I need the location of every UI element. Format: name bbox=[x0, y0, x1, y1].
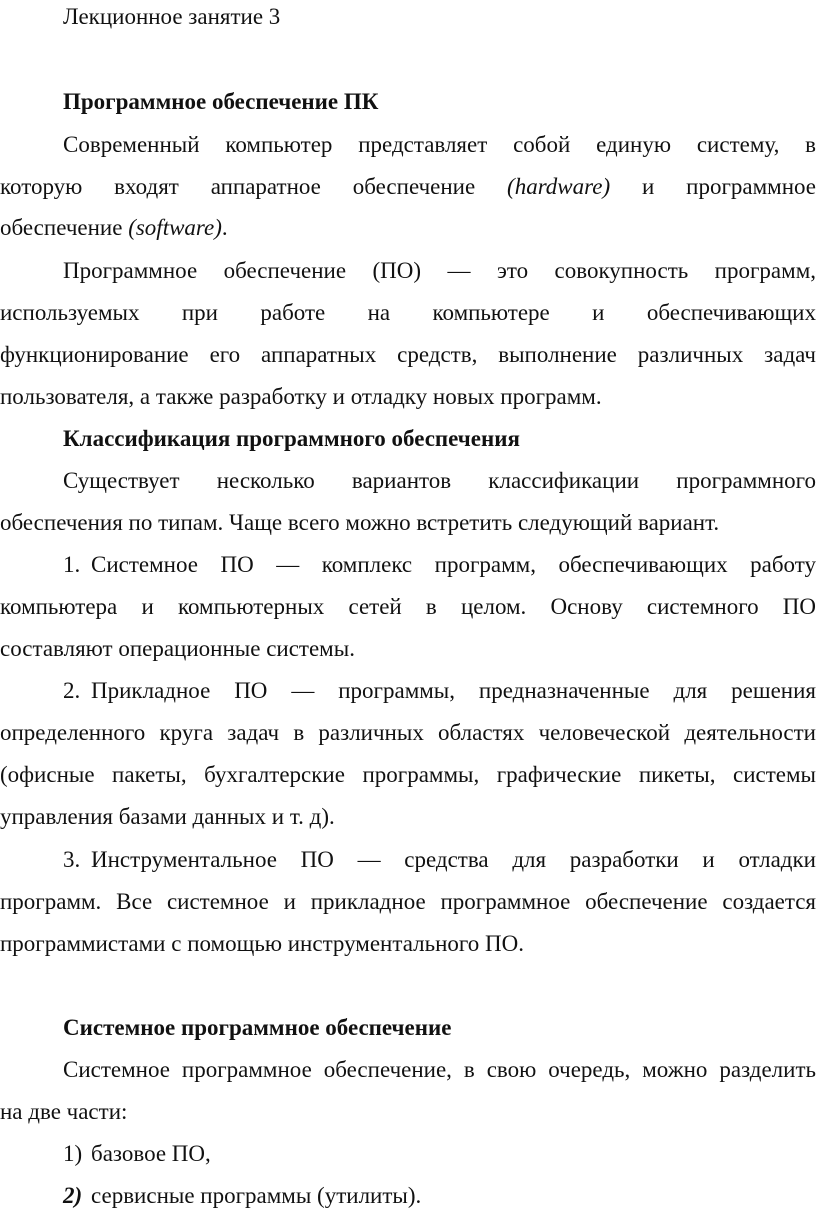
list1-item-2-line-4: управления базами данных и т. д). bbox=[0, 804, 335, 829]
p4-line-2: на две части: bbox=[0, 1099, 128, 1124]
p2-line-2: используемых при работе на компьютере и обеспечивающих bbox=[0, 300, 816, 325]
p1-line-2-text-a: которую входят аппаратное обеспечение bbox=[0, 174, 476, 199]
p4-line-1: Системное программное обеспечение, в свою очередь, можно разделить bbox=[63, 1057, 816, 1082]
heading-system: Системное программное обеспечение bbox=[63, 1015, 452, 1040]
p2-line-1: Программное обеспечение (ПО) — это совокупность программ, bbox=[63, 258, 816, 283]
p1-line-3-text-b: . bbox=[221, 215, 228, 240]
list1-item-3-line-1 bbox=[63, 845, 816, 875]
list1-number-2: 2. bbox=[63, 678, 81, 703]
p3-line-1: Существует несколько вариантов классификации программного bbox=[63, 468, 816, 493]
list1-item-1-line-3: составляют операционные системы. bbox=[0, 636, 355, 661]
software-term: (software) bbox=[128, 215, 222, 240]
p2-line-4: пользователя, а также разработку и отладку новых программ. bbox=[0, 384, 602, 409]
list2-number-2: 2) bbox=[63, 1183, 83, 1208]
p1-line-2-text-b: и программное bbox=[641, 174, 816, 199]
list1-item-1-text: Системное ПО — комплекс программ, обеспечивающих работу bbox=[91, 552, 816, 577]
list1-item-2-text: Прикладное ПО — программы, предназначенные для решения bbox=[91, 678, 816, 703]
p3-line-2: обеспечения по типам. Чаще всего можно встретить следующий вариант. bbox=[0, 510, 720, 535]
list2-item-1 bbox=[63, 1139, 816, 1169]
list1-item-2-line-1 bbox=[63, 676, 816, 706]
list1-item-1-line-1 bbox=[63, 550, 816, 580]
list2-number-1: 1) bbox=[63, 1141, 83, 1166]
p1-line-2 bbox=[0, 172, 816, 202]
heading-classification: Классификация программного обеспечения bbox=[63, 426, 520, 451]
list2-item-2 bbox=[63, 1181, 816, 1211]
hardware-term: (hardware) bbox=[507, 174, 611, 199]
p1-line-3 bbox=[0, 213, 816, 243]
list1-item-1-line-2: компьютера и компьютерных сетей в целом. Основу системного ПО bbox=[0, 594, 816, 619]
p2-line-3: функционирование его аппаратных средств, выполнение различных задач bbox=[0, 342, 816, 367]
list2-item-1-text: базовое ПО, bbox=[91, 1141, 211, 1166]
list1-item-3-line-2: программ. Все системное и прикладное программное обеспечение создается bbox=[0, 889, 816, 914]
p1-line-3-text-a: обеспечение bbox=[0, 215, 123, 240]
list2-item-2-text: сервисные программы (утилиты). bbox=[91, 1183, 422, 1208]
lecture-title: Лекционное занятие 3 bbox=[63, 4, 281, 29]
list1-item-2-line-2: определенного круга задач в различных областях человеческой деятельности bbox=[0, 720, 816, 745]
list1-item-3-text: Инструментальное ПО — средства для разработки и отладки bbox=[91, 847, 816, 872]
list1-number-1: 1. bbox=[63, 552, 81, 577]
list1-item-3-line-3: программистами с помощью инструментального ПО. bbox=[0, 931, 524, 956]
list1-item-2-line-3: (офисные пакеты, бухгалтерские программы, графические пикеты, системы bbox=[0, 762, 816, 787]
heading-software: Программное обеспечение ПК bbox=[63, 89, 379, 114]
p1-line-1: Современный компьютер представляет собой единую систему, в bbox=[63, 132, 816, 157]
list1-number-3: 3. bbox=[63, 847, 81, 872]
